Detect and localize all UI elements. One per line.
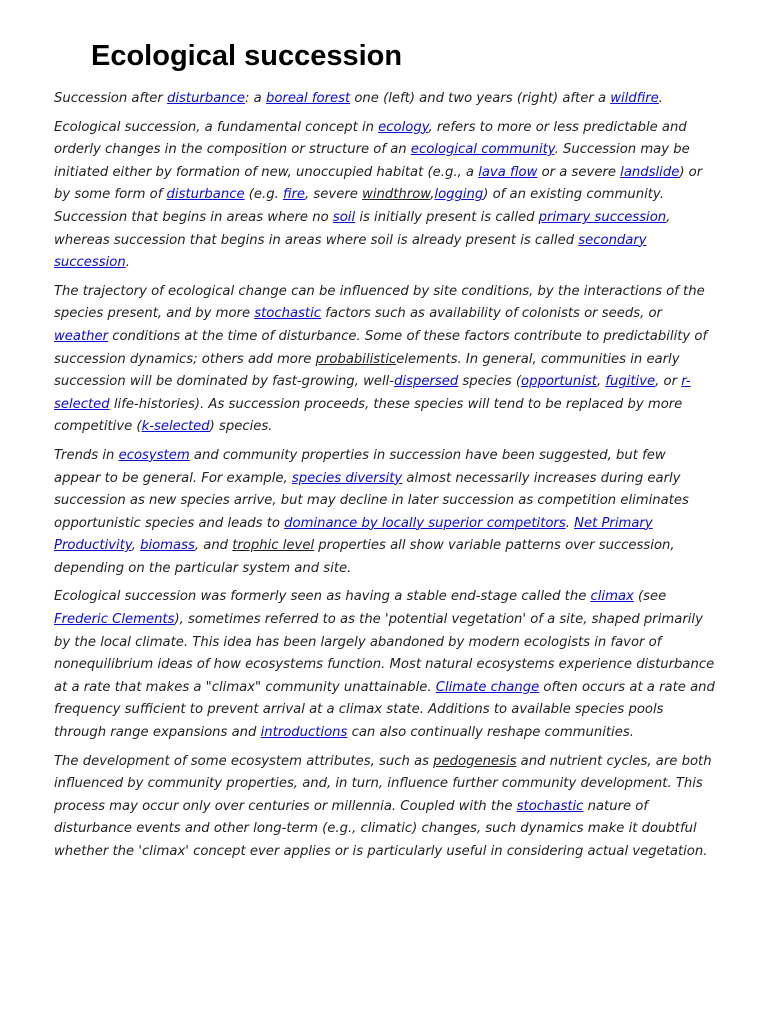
link-weather[interactable]: weather [54,328,109,344]
link-soil[interactable]: soil [332,209,356,225]
link-fire[interactable]: fire [282,187,306,203]
link-climate-change[interactable]: Climate change [435,679,540,695]
text-run: , and [194,538,233,554]
text-run: life-histories). As succession proceeds, these species will tend to be replaced by more competitive ( [54,396,683,435]
text-run: : a [245,91,266,106]
text-run: Trends in [54,447,119,463]
text-run: . Succession may be initiated either by formation of new, unoccupied habitat (e.g., a [54,142,690,180]
text-run: can also continually reshape communities. [347,725,634,741]
image-caption [54,88,716,111]
text-run: . [565,515,575,531]
text-run: (see [633,589,667,605]
text-run: The development of some ecosystem attributes, such as [54,753,434,769]
link-lava-flow[interactable]: lava flow [478,164,538,180]
text-run: ) species. [209,419,273,435]
link-primary-succession[interactable]: primary succession [538,209,667,225]
text-run: , severe [305,187,363,203]
link-ecological-community[interactable]: ecological community [410,142,555,158]
article-body [54,88,716,864]
text-run: Succession after [54,91,167,106]
text-run: almost necessarily increases during early succession as new species arrive, but may decline in later succession as competition eliminates opportunistic species and leads to [54,470,689,531]
link-disturbance[interactable]: disturbance [166,187,245,203]
link-k-selected[interactable]: k-selected [141,419,210,435]
link-introductions[interactable]: introductions [260,725,348,741]
link-secondary-succession[interactable]: secondary succession [54,232,647,271]
text-run: often occurs at a rate and frequency sufficient to prevent arrival at a climax state. Additions to available species pools through range expansions and [54,679,715,741]
text-run: , [430,187,435,203]
text-run: . [658,91,663,106]
underlined-term: trophic level [232,538,315,554]
text-run: properties all show variable patterns over succession, depending on the particular system and site. [54,538,675,576]
text-run: species ( [458,374,522,390]
link-frederic-clements[interactable]: Frederic Clements [54,612,175,628]
article [54,36,716,870]
link-r-selected[interactable]: r-selected [54,374,691,412]
text-run: , refers to more or less predictable and orderly changes in the composition or structure of an [54,119,687,158]
link-disturbance[interactable]: disturbance [167,91,246,106]
text-run: The trajectory of ecological change can be influenced by site conditions, by the interactions of the species present, and by more [54,283,705,322]
text-run: nature of disturbance events and other long-term (e.g., climatic) changes, such dynamics make it doubtful whether the 'climax' concept ever applies or is particularly useful in considering actual vegetation. [54,798,708,859]
text-run: Ecological succession, a fundamental concept in [54,119,379,135]
link-landslide[interactable]: landslide [620,164,680,180]
link-biomass[interactable]: biomass [140,538,195,554]
link-stochastic[interactable]: stochastic [516,798,584,814]
paragraph [54,281,716,439]
link-ecology[interactable]: ecology [378,119,429,135]
text-run: and community properties in succession have been suggested, but few appear to be general. For example, [54,447,666,486]
paragraph [54,117,716,275]
text-run: , [596,374,606,390]
underlined-term: windthrow [362,187,431,203]
underlined-term: probabilistic [315,351,397,367]
text-run: factors such as availability of colonists or seeds, or [321,306,662,322]
text-run: one (left) and two years (right) after a [350,91,611,106]
link-dominance-by-locally-superior-competitors[interactable]: dominance by locally superior competitors [284,515,566,531]
page-title: Ecological succession [91,40,403,72]
text-run: , or [655,374,682,390]
link-opportunist[interactable]: opportunist [521,374,597,390]
text-run: , [131,538,141,554]
link-species-diversity[interactable]: species diversity [291,470,403,486]
link-net-primary-productivity[interactable]: Net Primary Productivity [54,515,653,554]
text-run: conditions at the time of disturbance. Some of these factors contribute to predictability of succession dynamics; others add more [54,328,708,367]
underlined-term: pedogenesis [433,753,517,769]
text-run: and nutrient cycles, are both influenced by community properties, and, in turn, influence further community development. This process may occur only over centuries or millennia. Coupled with the [54,753,712,814]
link-climax[interactable]: climax [590,589,634,605]
text-run: ) or by some form of [54,164,703,203]
text-run: , whereas succession that begins in areas where soil is already present is called [54,209,671,248]
paragraph [54,751,716,864]
text-run: elements. In general, communities in early succession will be dominated by fast-growing, well- [54,351,680,390]
link-logging[interactable]: logging [434,187,484,203]
text-run: ) of an existing community. Succession that begins in areas where no [54,187,664,225]
text-run: . [125,255,130,271]
paragraph [54,445,716,581]
paragraph [54,586,716,744]
text-run: or a severe [537,164,621,180]
link-stochastic[interactable]: stochastic [254,306,322,322]
text-run: Ecological succession was formerly seen as having a stable end-stage called the [54,589,591,605]
link-wildfire[interactable]: wildfire [610,91,659,106]
link-dispersed[interactable]: dispersed [394,374,459,390]
text-run: is initially present is called [355,209,539,225]
text-run: (e.g. [244,187,283,203]
text-run: ), sometimes referred to as the 'potential vegetation' of a site, shaped primarily by the local climate. This idea has been largely abandoned by modern ecologists in favor of nonequilibrium ideas of how ecosystems function. Most natural ecosystems experience disturbance at a rate that makes a "climax" community unattainable. [54,612,715,695]
link-fugitive[interactable]: fugitive [605,374,656,390]
link-ecosystem[interactable]: ecosystem [118,447,190,463]
link-boreal-forest[interactable]: boreal forest [265,91,351,106]
